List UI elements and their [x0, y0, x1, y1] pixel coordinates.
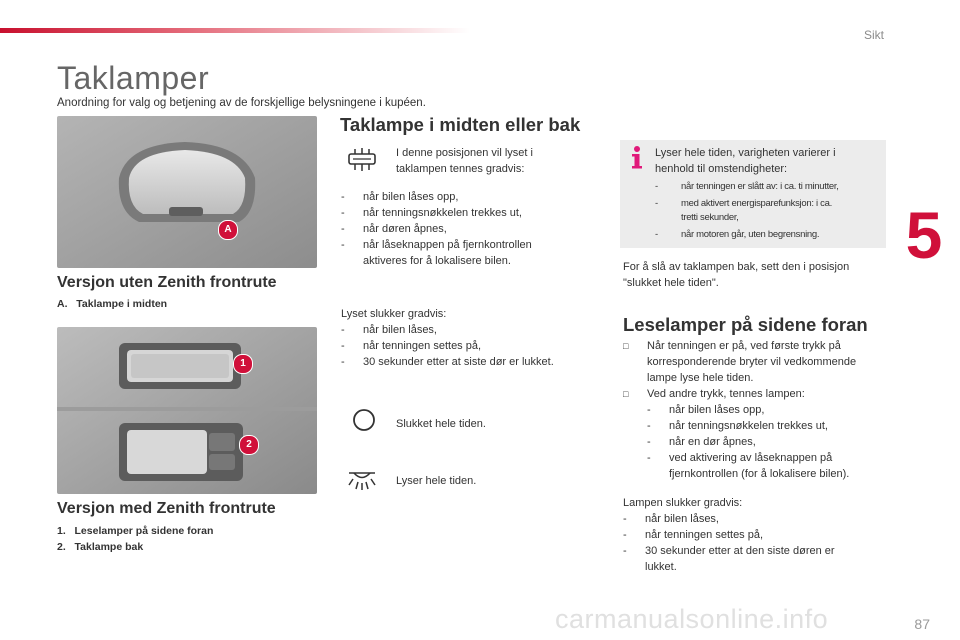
heading-center-rear-lamp: Taklampe i midten eller bak [340, 114, 581, 135]
list-item: - ved aktivering av låseknappen på [647, 450, 893, 466]
list-item-continuation: tretti sekunder, [681, 212, 739, 223]
page-subtitle: Anordning for valg og betjening av de forskjellige belysningene i kupéen. [57, 97, 426, 109]
list-item: - når motoren går, uten begrensning. [655, 228, 887, 242]
bullet-line: lampe lyse hele tiden. [647, 372, 754, 384]
caption-a: A. Taklampe i midten [57, 298, 168, 310]
off-mode-icon [350, 406, 384, 434]
off-mode-label: Slukket hele tiden. [396, 418, 486, 430]
door-mode-text-line1: I denne posisjonen vil lyset i [396, 147, 533, 159]
section-name: Sikt [863, 28, 884, 42]
list-item-continuation: aktiveres for å lokalisere bilen. [363, 255, 511, 267]
reading-lamps-block [623, 338, 893, 482]
heading-front-reading-lamps: Leselamper på sidene foran [623, 314, 868, 335]
list-item: - når låseknappen på fjernkontrollen [341, 237, 601, 253]
page-number: 87 [914, 616, 930, 632]
door-mode-icon [345, 147, 379, 175]
chapter-number: 5 [905, 198, 943, 272]
list-item: - når bilen låses opp, [647, 402, 893, 418]
list-item: - med aktivert energisparefunksjon: i ca. [655, 197, 887, 211]
marker-2-badge: 2 [239, 435, 259, 455]
second-press-list [623, 402, 893, 482]
caption-2: 2. Taklampe bak [57, 541, 144, 553]
bullet-first-press [623, 338, 893, 386]
info-list [655, 180, 887, 242]
list-item: - når tenningen er slått av: i ca. ti minutter, [655, 180, 887, 194]
rear-lamp-text-line2: "slukket hele tiden". [623, 277, 719, 289]
rear-lamp-text-line1: For å slå av taklampen bak, sett den i posisjon [623, 261, 850, 273]
caption-1: 1. Leselamper på sidene foran [57, 525, 214, 537]
lamp-off-intro: Lampen slukker gradvis: [623, 497, 743, 509]
on-conditions-list [341, 189, 601, 269]
off-conditions-block [341, 306, 611, 370]
page-title: Taklamper [57, 60, 210, 96]
list-item: - når bilen låses, [623, 511, 893, 527]
top-accent-bar [0, 28, 470, 33]
heading-with-zenith: Versjon med Zenith frontrute [57, 500, 276, 517]
list-item: - når bilen låses opp, [341, 189, 601, 205]
list-item-continuation: lukket. [645, 561, 677, 573]
bullet-line: □ Når tenningen er på, ved første trykk på [647, 340, 841, 352]
on-mode-icon [345, 464, 379, 492]
info-line1: Lyser hele tiden, varigheten varierer i [655, 147, 836, 159]
list-item: - når tenningen settes på, [341, 338, 611, 354]
info-icon [627, 144, 647, 170]
list-item: - når bilen låses, [341, 322, 611, 338]
marker-1-badge: 1 [233, 354, 253, 374]
list-item: - når tenningen settes på, [623, 527, 893, 543]
off-intro: Lyset slukker gradvis: [341, 308, 447, 320]
on-mode-label: Lyser hele tiden. [396, 475, 477, 487]
marker-a-badge: A [218, 220, 238, 240]
list-item-continuation: fjernkontrollen (for å lokalisere bilen). [669, 468, 850, 480]
list-item: - når en dør åpnes, [647, 434, 893, 450]
ceiling-lamp-photo [57, 116, 317, 268]
list-item: - når tenningsnøkkelen trekkes ut, [647, 418, 893, 434]
reading-lamps-photo [57, 327, 317, 494]
door-mode-text-line2: taklampen tennes gradvis: [396, 163, 525, 175]
lamp-off-block [623, 495, 893, 575]
watermark: carmanualsonline.info [555, 604, 829, 634]
list-item: - når tenningsnøkkelen trekkes ut, [341, 205, 601, 221]
list-item: - 30 sekunder etter at den siste døren er [623, 543, 893, 559]
heading-without-zenith: Versjon uten Zenith frontrute [57, 274, 277, 291]
list-item: - når døren åpnes, [341, 221, 601, 237]
bullet-second-press: □ Ved andre trykk, tennes lampen: [623, 386, 893, 402]
info-line2: henhold til omstendigheter: [655, 163, 788, 175]
bullet-line: korresponderende bryter vil vedkommende [647, 356, 857, 368]
list-item: - 30 sekunder etter at siste dør er lukket. [341, 354, 611, 370]
